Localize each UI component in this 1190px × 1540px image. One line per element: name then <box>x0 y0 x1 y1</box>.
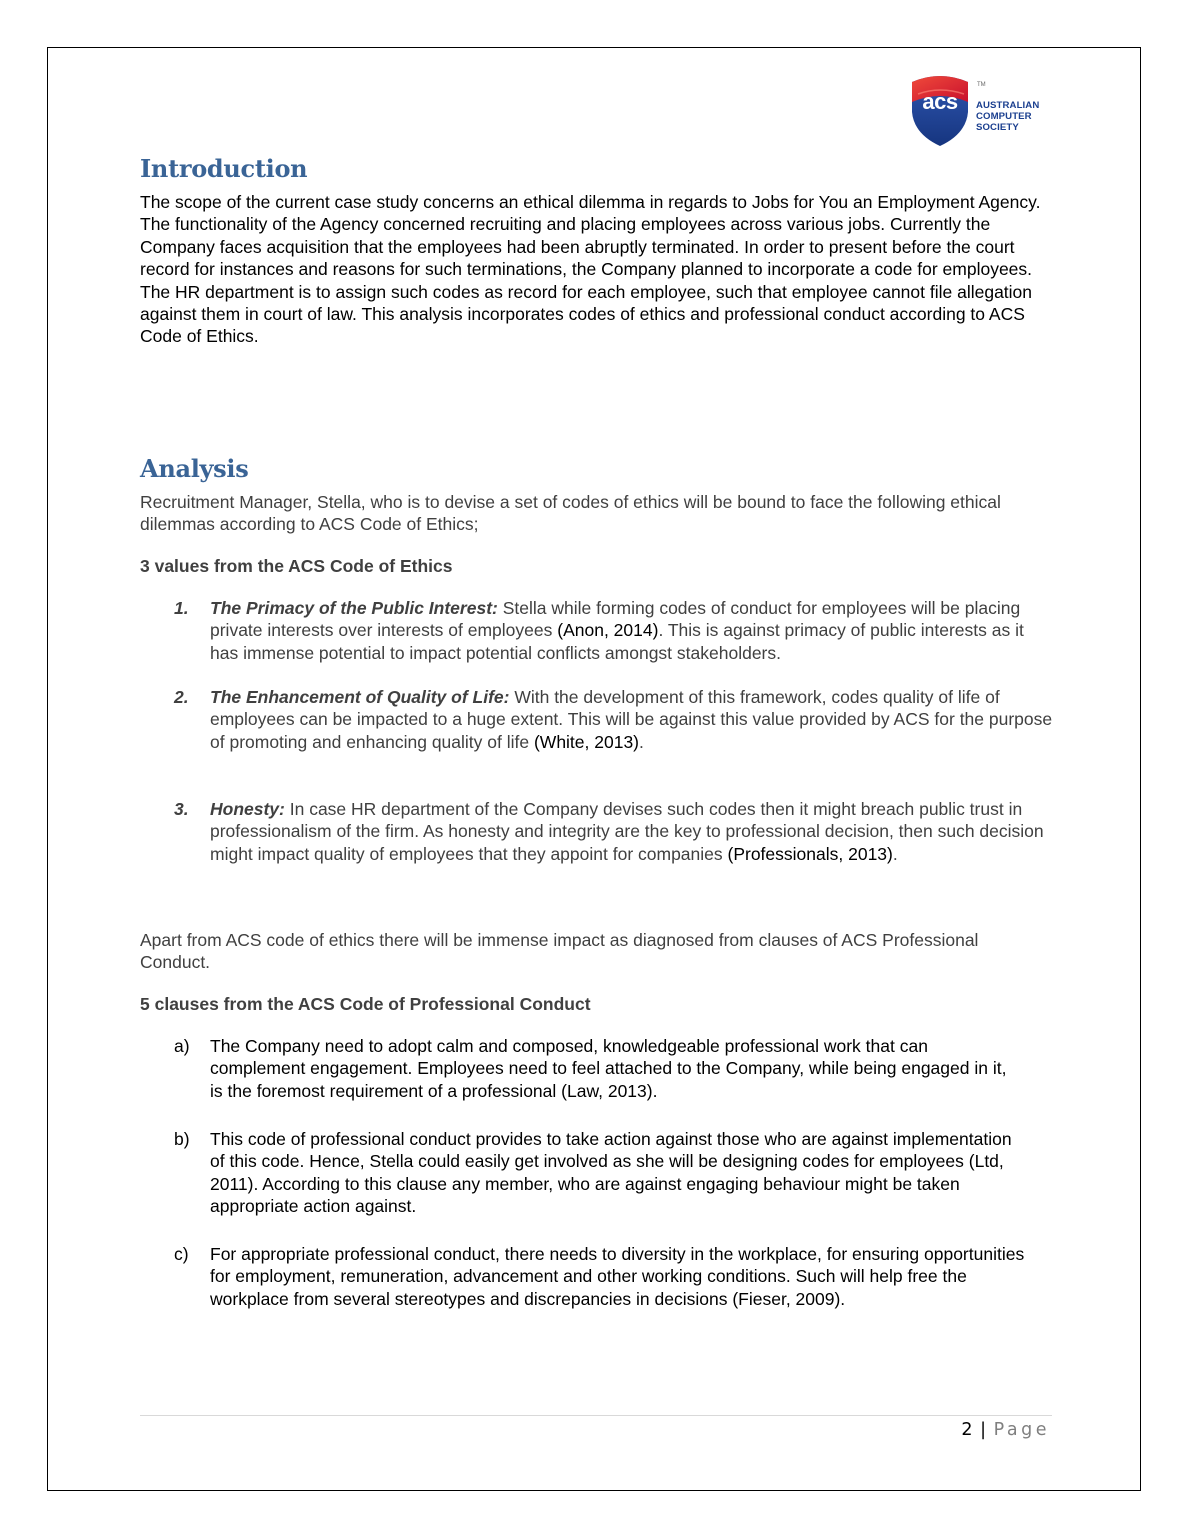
clause-text: For appropriate professional conduct, there needs to diversity in the workplace, for ensuring opportunities for employment, remuneration, advancement and other working conditions. Such will help free the workplace from several stereotypes and discrepancies in decisions (Fieser, 2009). <box>210 1244 1025 1309</box>
value-item <box>174 597 1054 664</box>
values-heading: 3 values from the ACS Code of Ethics <box>140 556 453 576</box>
logo-text-line: COMPUTER <box>976 111 1032 122</box>
acs-logo-text <box>976 100 1039 133</box>
clause-label: a) <box>174 1036 190 1056</box>
value-citation: (Anon, 2014) <box>557 620 659 641</box>
value-body <box>210 798 1054 865</box>
value-text: . This is against primacy of public interests as it has immense potential to impact potential conflicts amongst stakeholders. <box>210 620 1024 663</box>
clause-label: c) <box>174 1244 189 1264</box>
value-number: 3. <box>174 799 189 819</box>
conduct-intro-paragraph: Apart from ACS code of ethics there will be immense impact as diagnosed from clauses of ACS Professional Conduct. <box>140 930 979 973</box>
clause-item <box>174 1243 1034 1310</box>
trademark-symbol: TM <box>977 82 986 88</box>
value-item <box>174 798 1054 865</box>
value-text: In case HR department of the Company devises such codes then it might breach public trust in professionalism of the firm. As honesty and integrity are the key to professional decision, then such decision might impact quality of employees that they appoint for companies <box>210 799 1044 864</box>
analysis-intro-paragraph: Recruitment Manager, Stella, who is to devise a set of codes of ethics will be bound to face the following ethical dilemmas according to ACS Code of Ethics; <box>140 492 1001 535</box>
logo-text-line: SOCIETY <box>976 122 1019 133</box>
value-text: Stella while forming codes of conduct for employees will be placing private interests over interests of employees <box>210 598 1021 641</box>
value-citation: (Professionals, 2013) <box>727 843 893 864</box>
value-body <box>210 597 1054 664</box>
logo-text-line: AUSTRALIAN <box>976 100 1040 111</box>
value-text: . <box>892 843 898 864</box>
page-number-footer <box>961 1420 1050 1440</box>
clauses-heading: 5 clauses from the ACS Code of Professional Conduct <box>140 994 591 1014</box>
footer-divider <box>140 1415 1052 1416</box>
clause-item <box>174 1035 1014 1102</box>
clause-label: b) <box>174 1129 190 1149</box>
acs-logo-mark: acs <box>922 89 958 114</box>
value-number: 1. <box>174 598 189 618</box>
clause-text: This code of professional conduct provides to take action against those who are against implementation of this code. Hence, Stella could easily get involved as she will be designing codes for employees (Ltd, 2011). According to this clause any member, who are against engaging behaviour might be taken appropriate action against. <box>210 1129 1012 1217</box>
value-text: . <box>639 731 644 752</box>
introduction-heading: Introduction <box>140 154 308 183</box>
value-title: Honesty: <box>210 799 285 819</box>
clause-item <box>174 1128 1014 1218</box>
value-citation: (White, 2013) <box>533 731 640 752</box>
value-title: The Primacy of the Public Interest: <box>210 598 498 618</box>
acs-logo <box>908 72 1048 148</box>
page-number: 2 <box>961 1420 973 1440</box>
value-title: The Enhancement of Quality of Life: <box>210 687 510 707</box>
analysis-heading: Analysis <box>140 454 249 483</box>
value-text: With the development of this framework, codes quality of life of employees can be impacted to a huge extent. This will be against this value provided by ACS for the purpose of promoting and enhancing quality of life <box>210 687 1053 752</box>
value-body <box>210 686 1054 753</box>
page-label: Page <box>993 1420 1050 1440</box>
clause-text: The Company need to adopt calm and composed, knowledgeable professional work that can complement engagement. Employees need to feel attached to the Company, while being engaged in it, is the foremost requirement of a professional (Law, 2013). <box>210 1036 1007 1101</box>
value-number: 2. <box>174 687 189 707</box>
introduction-paragraph: The scope of the current case study concerns an ethical dilemma in regards to Jobs for You an Employment Agency. The functionality of the Agency concerned recruiting and placing employees across various jobs. Currently the Company faces acquisition that the employees had been abruptly terminated. In order to present before the court record for instances and reasons for such terminations, the Company planned to incorporate a code for employees. The HR department is to assign such codes as record for each employee, such that employee cannot file allegation against them in court of law. This analysis incorporates codes of ethics and professional conduct according to ACS Code of Ethics. <box>140 192 1041 347</box>
footer-separator: | <box>980 1420 987 1440</box>
value-item <box>174 686 1054 753</box>
